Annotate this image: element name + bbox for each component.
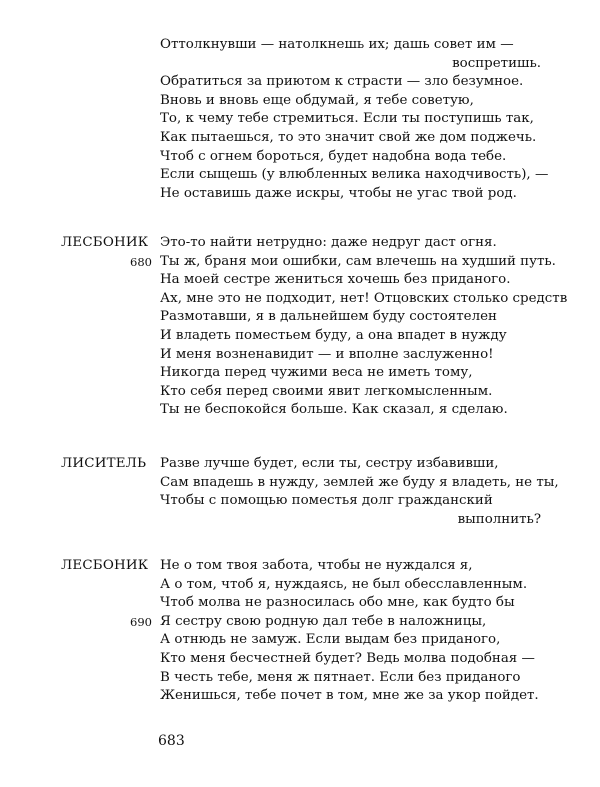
verse-block — [0, 455, 600, 529]
verse-text: То, к чему тебе стремиться. Если ты поступишь так, — [160, 111, 534, 127]
verse-text: Ты ж, браня мои ошибки, сам влечешь на худший путь. — [160, 253, 556, 269]
verse-text: Кто себя перед своими явит легкомысленным. — [160, 383, 493, 399]
verse-text: Чтоб с огнем бороться, будет надобна вода тебе. — [160, 148, 507, 164]
verse-line — [0, 511, 600, 530]
verse-text: Это-то найти нетрудно: даже недруг даст огня. — [160, 235, 497, 250]
verse-line — [0, 474, 600, 493]
verse-line — [0, 455, 600, 474]
verse-block — [0, 234, 600, 420]
verse-line — [0, 271, 600, 290]
verse-text: Ты не беспокойся больше. Как сказал, я сделаю. — [160, 402, 508, 418]
speaker-name: ЛЕСБОНИК — [61, 558, 149, 573]
verse-text: На моей сестре жениться хочешь без приданого. — [160, 272, 511, 288]
verse-line — [0, 401, 600, 420]
verse-line — [0, 234, 600, 253]
verse-text: Чтоб молва не разносилась обо мне, как будто бы — [160, 595, 515, 611]
verse-text: воспретишь. — [452, 55, 541, 71]
verse-line — [0, 669, 600, 688]
verse-block — [0, 36, 600, 203]
verse-line — [0, 650, 600, 669]
verse-text: Если сыщешь (у влюбленных велика находчивость), — — [160, 167, 549, 183]
speaker-name: ЛИСИТЕЛЬ — [61, 456, 147, 471]
verse-text: Вновь и вновь еще обдумай, я тебе советую, — [160, 92, 474, 108]
verse-line — [0, 166, 600, 185]
verse-line — [0, 383, 600, 402]
verse-text: Женишься, тебе почет в том, мне же за укор пойдет. — [160, 688, 539, 704]
verse-text: А о том, чтоб я, нуждаясь, не был обесславленным. — [160, 576, 528, 592]
verse-text: Ах, мне это не подходит, нет! Отцовских столько средств — [160, 290, 568, 306]
verse-text: Оттолкнувши — натолкнешь их; дашь совет им — — [160, 37, 514, 52]
speaker-name: ЛЕСБОНИК — [61, 235, 149, 250]
verse-line — [0, 364, 600, 383]
verse-text: Сам впадешь в нужду, землей же буду я владеть, не ты, — [160, 474, 559, 490]
verse-line — [0, 253, 600, 272]
verse-text: И меня возненавидит — и вполне заслуженно! — [160, 346, 494, 362]
verse-line — [0, 73, 600, 92]
verse-text: Я сестру свою родную дал тебе в наложницы, — [160, 613, 487, 629]
page-number: 683 — [158, 733, 185, 749]
verse-text: А отнюдь не замуж. Если выдам без приданого, — [160, 632, 501, 648]
verse-line — [0, 36, 600, 55]
verse-text: Как пытаешься, то это значит свой же дом поджечь. — [160, 129, 537, 145]
verse-line — [0, 148, 600, 167]
verse-text: Никогда перед чужими веса не иметь тому, — [160, 365, 473, 381]
verse-line — [0, 492, 600, 511]
verse-text: Разве лучше будет, если ты, сестру избавивши, — [160, 456, 499, 471]
verse-line — [0, 687, 600, 706]
line-number: 680 — [130, 254, 152, 269]
verse-line — [0, 290, 600, 309]
verse-line — [0, 576, 600, 595]
verse-line — [0, 55, 600, 74]
verse-text: Чтобы с помощью поместья долг гражданский — [160, 493, 493, 509]
verse-text: Обратиться за приютом к страсти — зло безумное. — [160, 74, 524, 90]
verse-text: Размотавши, я в дальнейшем буду состоятелен — [160, 309, 497, 325]
verse-line — [0, 631, 600, 650]
verse-line — [0, 594, 600, 613]
verse-line — [0, 346, 600, 365]
verse-line — [0, 92, 600, 111]
verse-line — [0, 308, 600, 327]
verse-line — [0, 185, 600, 204]
verse-line — [0, 613, 600, 632]
verse-line — [0, 110, 600, 129]
line-number: 690 — [130, 614, 152, 629]
verse-line — [0, 129, 600, 148]
verse-text: В честь тебе, меня ж пятнает. Если без приданого — [160, 669, 521, 685]
verse-text: Не о том твоя забота, чтобы не нуждался я, — [160, 558, 473, 573]
verse-block — [0, 557, 600, 706]
verse-text: И владеть поместьем буду, а она впадет в нужду — [160, 327, 507, 343]
verse-line — [0, 557, 600, 576]
verse-text: Кто меня бесчестней будет? Ведь молва подобная — — [160, 650, 535, 666]
verse-text: выполнить? — [457, 511, 541, 527]
verse-text: Не оставишь даже искры, чтобы не угас твой род. — [160, 185, 517, 201]
verse-line — [0, 327, 600, 346]
